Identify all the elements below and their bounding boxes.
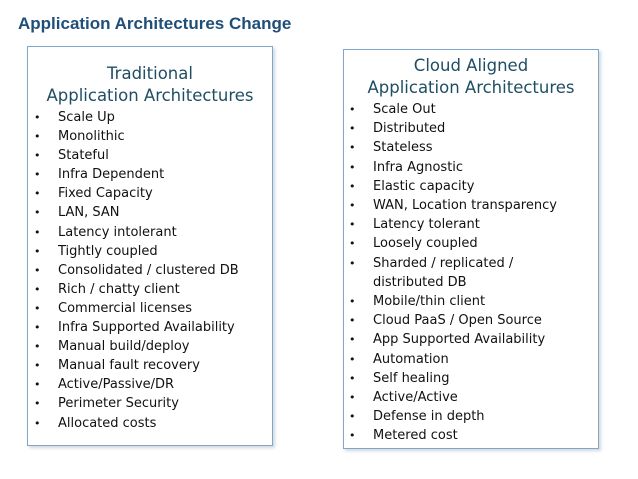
bullet-icon: •: [349, 237, 356, 251]
list-item: [28, 242, 272, 261]
list-item: [344, 369, 598, 388]
slide-title: Application Architectures Change: [18, 14, 292, 33]
list-item: [344, 407, 598, 426]
list-item: [344, 177, 598, 196]
bullet-icon: •: [34, 244, 41, 258]
list-item-text: Metered cost: [373, 428, 458, 444]
list-item-text: Loosely coupled: [373, 236, 478, 252]
list-item: [28, 203, 272, 222]
heading-line-1: Traditional: [107, 64, 193, 83]
bullet-icon: •: [349, 199, 356, 213]
list-item: [344, 215, 598, 234]
list-item-text: Active/Active: [373, 390, 458, 406]
bullet-icon: •: [34, 378, 41, 392]
list-item-text: Commercial licenses: [58, 300, 193, 316]
list-item: [344, 311, 598, 330]
list-item-text: App Supported Availability: [373, 332, 546, 348]
list-item-text: Infra Agnostic: [373, 159, 464, 175]
list-item: [344, 350, 598, 369]
bullet-icon: •: [34, 168, 41, 182]
bullet-icon: •: [349, 314, 356, 328]
list-item: [28, 146, 272, 165]
bullet-icon: •: [34, 397, 41, 411]
list-item: [28, 280, 272, 299]
list-item: [344, 100, 598, 119]
list-item: [28, 375, 272, 394]
bullet-icon: •: [349, 333, 356, 347]
traditional-architectures-panel: [27, 46, 273, 446]
heading-line-2: Application Architectures: [46, 86, 254, 105]
list-item: [344, 292, 598, 311]
bullet-icon: •: [349, 429, 356, 443]
bullet-icon: •: [34, 359, 41, 373]
list-item-text: Manual build/deploy: [58, 339, 190, 355]
bullet-icon: •: [349, 179, 356, 193]
bullet-icon: •: [349, 256, 356, 270]
cloud-aligned-architectures-panel: [343, 49, 599, 449]
list-item-text: Allocated costs: [58, 415, 157, 431]
bullet-icon: •: [349, 103, 356, 116]
bullet-icon: •: [34, 340, 41, 354]
list-item-text: Tightly coupled: [58, 243, 158, 259]
list-item-text: Fixed Capacity: [58, 186, 153, 202]
list-item: [28, 356, 272, 375]
list-item: [344, 388, 598, 407]
list-item: [28, 184, 272, 203]
list-item-text: Elastic capacity: [373, 178, 475, 194]
bullet-icon: •: [349, 371, 356, 385]
list-item-text: Perimeter Security: [58, 396, 179, 412]
list-item: [344, 138, 598, 157]
bullet-icon: •: [34, 263, 41, 277]
list-item-text: Cloud PaaS / Open Source: [373, 313, 542, 329]
list-item-text: Stateful: [58, 148, 109, 164]
list-item-text: LAN, SAN: [58, 205, 120, 221]
list-item-text: Sharded / replicated / distributed DB: [373, 255, 514, 290]
list-item-text: Consolidated / clustered DB: [58, 262, 239, 278]
list-item: [344, 234, 598, 253]
bullet-icon: •: [34, 301, 41, 315]
heading-line-2: Application Architectures: [367, 78, 575, 97]
bullet-icon: •: [34, 416, 41, 430]
list-item: [28, 414, 272, 433]
panel-heading: [28, 63, 272, 107]
list-item-text: Infra Dependent: [58, 167, 165, 183]
list-item-text: Latency intolerant: [58, 224, 177, 240]
list-item-text: WAN, Location transparency: [373, 198, 557, 214]
bullet-icon: •: [34, 225, 41, 239]
bullet-icon: •: [349, 410, 356, 424]
bullet-icon: •: [34, 206, 41, 220]
list-item: [344, 426, 598, 445]
list-item: [28, 318, 272, 337]
panel-heading: [344, 55, 598, 99]
bullet-icon: •: [34, 187, 41, 201]
list-item: [28, 337, 272, 356]
bullet-icon: •: [349, 160, 356, 174]
bullet-icon: •: [34, 149, 41, 163]
list-item-text: Self healing: [373, 370, 450, 386]
list-item: [28, 223, 272, 242]
list-item-text: Automation: [373, 351, 449, 367]
bullet-icon: •: [349, 141, 356, 155]
list-item-text: Manual fault recovery: [58, 358, 200, 374]
list-item-text: Scale Out: [373, 102, 436, 117]
bullet-icon: •: [349, 295, 356, 309]
list-item: [28, 261, 272, 280]
list-item-text: Mobile/thin client: [373, 294, 486, 310]
list-item: [344, 158, 598, 177]
bullet-icon: •: [34, 111, 41, 124]
list-item: [344, 254, 598, 292]
list-item: [28, 299, 272, 318]
list-item: [28, 108, 272, 127]
bullet-icon: •: [349, 122, 356, 136]
list-item: [28, 165, 272, 184]
traditional-items-list: [28, 108, 272, 433]
bullet-icon: •: [34, 321, 41, 335]
list-item: [344, 330, 598, 349]
list-item: [344, 119, 598, 138]
list-item: [344, 196, 598, 215]
heading-line-1: Cloud Aligned: [413, 56, 529, 75]
list-item-text: Stateless: [373, 140, 433, 156]
list-item-text: Distributed: [373, 121, 446, 137]
list-item: [28, 394, 272, 413]
bullet-icon: •: [349, 352, 356, 366]
bullet-icon: •: [34, 282, 41, 296]
list-item-text: Defense in depth: [373, 409, 485, 425]
list-item-text: Active/Passive/DR: [58, 377, 175, 393]
list-item-text: Latency tolerant: [373, 217, 480, 233]
cloud-aligned-items-list: [344, 100, 598, 446]
list-item-text: Rich / chatty client: [58, 281, 180, 297]
list-item-text: Infra Supported Availability: [58, 320, 235, 336]
list-item-text: Monolithic: [58, 129, 125, 145]
bullet-icon: •: [34, 130, 41, 144]
bullet-icon: •: [349, 391, 356, 405]
list-item-text: Scale Up: [58, 110, 115, 125]
bullet-icon: •: [349, 218, 356, 232]
list-item: [28, 127, 272, 146]
